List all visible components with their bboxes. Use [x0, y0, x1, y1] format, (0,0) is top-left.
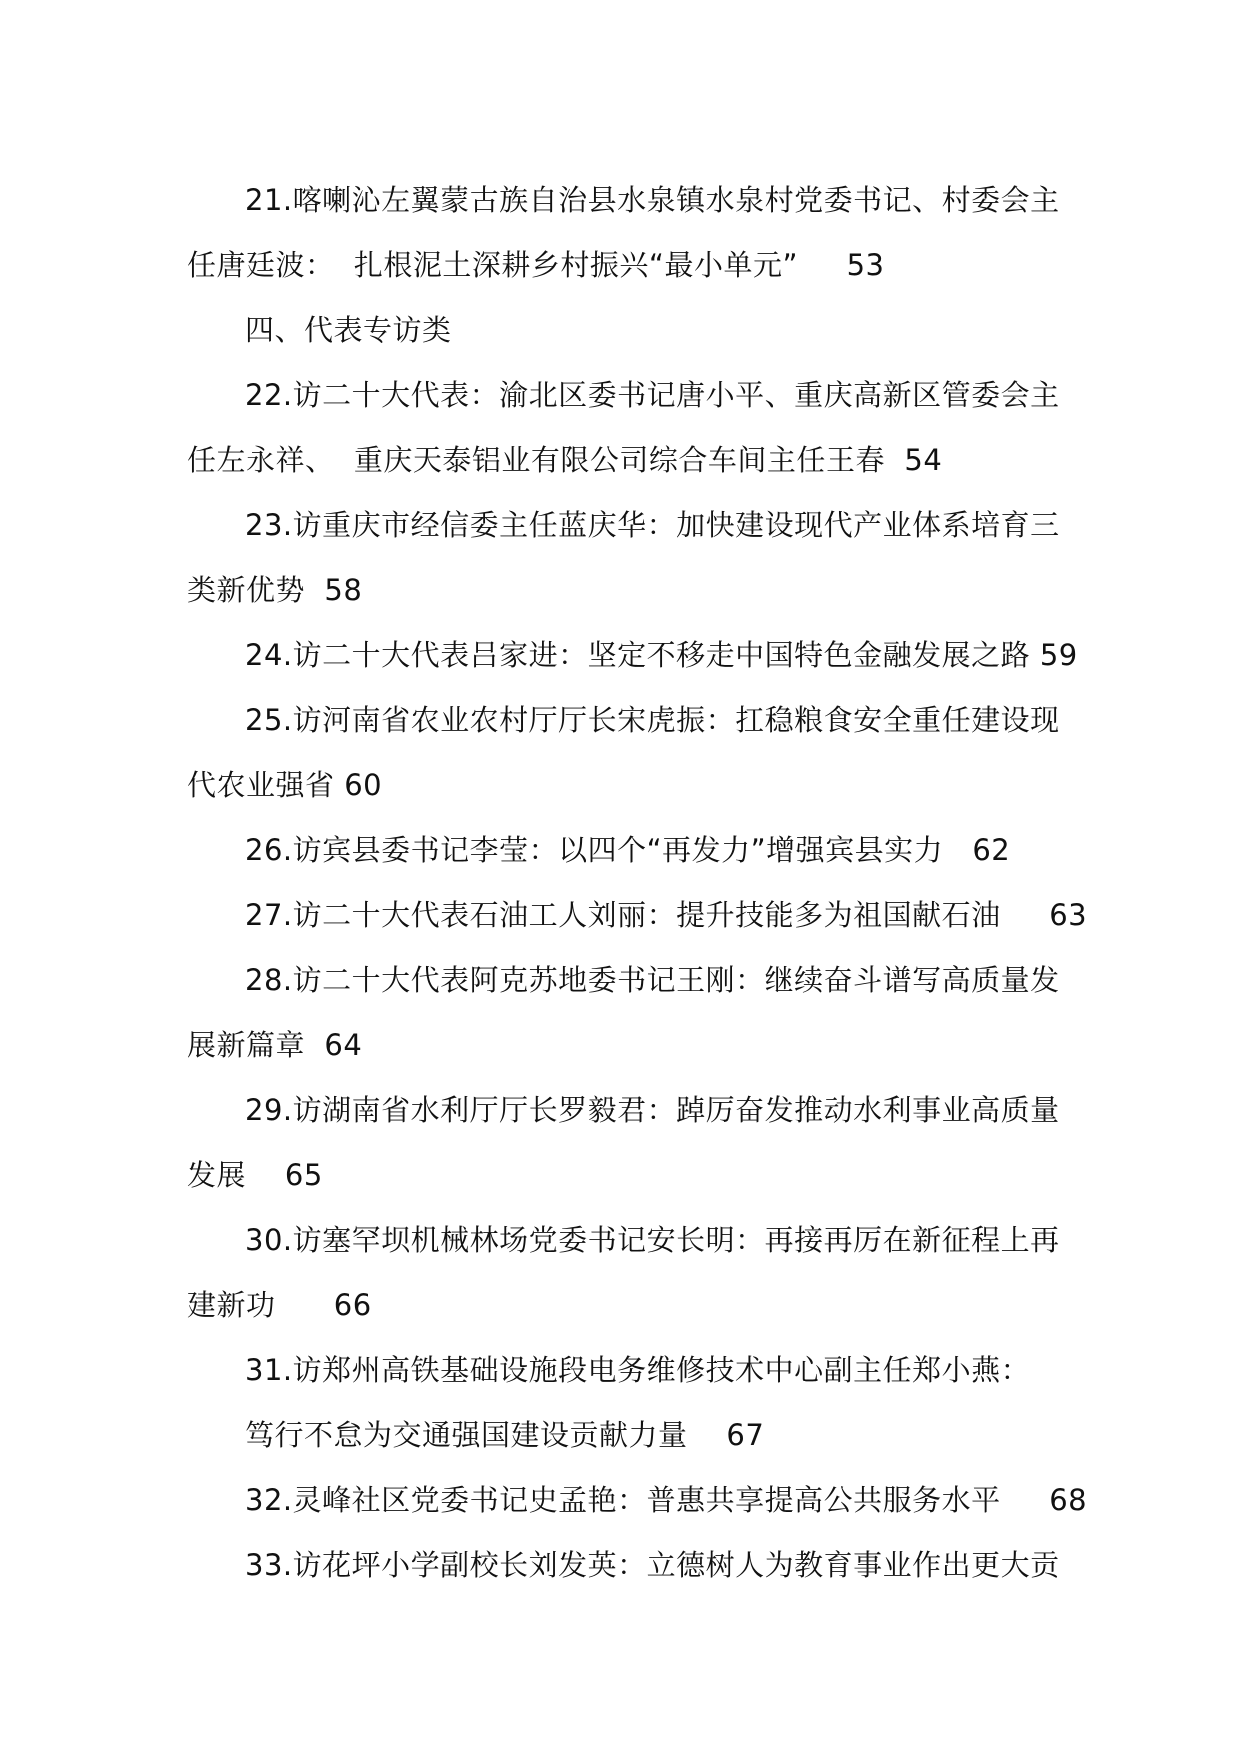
- toc-line: 25.访河南省农业农村厅厅长宋虎振：扛稳粮食安全重任建设现: [245, 703, 1060, 737]
- toc-line: 24.访二十大代表吕家进：坚定不移走中国特色金融发展之路 59: [245, 638, 1078, 672]
- toc-line: 任唐廷波： 扎根泥土深耕乡村振兴“最小单元” 53: [187, 248, 885, 282]
- toc-line: 建新功 66: [187, 1288, 372, 1322]
- toc-line: 30.访塞罕坝机械林场党委书记安长明：再接再厉在新征程上再: [245, 1223, 1060, 1257]
- toc-line: 22.访二十大代表：渝北区委书记唐小平、重庆高新区管委会主: [245, 378, 1060, 412]
- toc-line: 26.访宾县委书记李莹：以四个“再发力”增强宾县实力 62: [245, 833, 1011, 867]
- toc-line: 类新优势 58: [187, 573, 363, 607]
- toc-line: 32.灵峰社区党委书记史孟艳：普惠共享提高公共服务水平 68: [245, 1483, 1088, 1517]
- toc-line: 33.访花坪小学副校长刘发英：立德树人为教育事业作出更大贡: [245, 1548, 1060, 1582]
- toc-line: 27.访二十大代表石油工人刘丽：提升技能多为祖国献石油 63: [245, 898, 1088, 932]
- toc-line: 28.访二十大代表阿克苏地委书记王刚：继续奋斗谱写高质量发: [245, 963, 1060, 997]
- section-heading: 四、代表专访类: [245, 313, 452, 347]
- toc-line: 发展 65: [187, 1158, 323, 1192]
- toc-line: 笃行不怠为交通强国建设贡献力量 67: [245, 1418, 765, 1452]
- toc-line: 展新篇章 64: [187, 1028, 363, 1062]
- toc-line: 21.喀喇沁左翼蒙古族自治县水泉镇水泉村党委书记、村委会主: [245, 183, 1060, 217]
- toc-line: 29.访湖南省水利厅厅长罗毅君：踔厉奋发推动水利事业高质量: [245, 1093, 1060, 1127]
- toc-line: 31.访郑州高铁基础设施段电务维修技术中心副主任郑小燕：: [245, 1353, 1031, 1387]
- toc-line: 23.访重庆市经信委主任蓝庆华：加快建设现代产业体系培育三: [245, 508, 1060, 542]
- toc-line: 代农业强省 60: [187, 768, 383, 802]
- table-of-contents: [187, 168, 1088, 1598]
- toc-line: 任左永祥、 重庆天泰铝业有限公司综合车间主任王春 54: [187, 443, 943, 477]
